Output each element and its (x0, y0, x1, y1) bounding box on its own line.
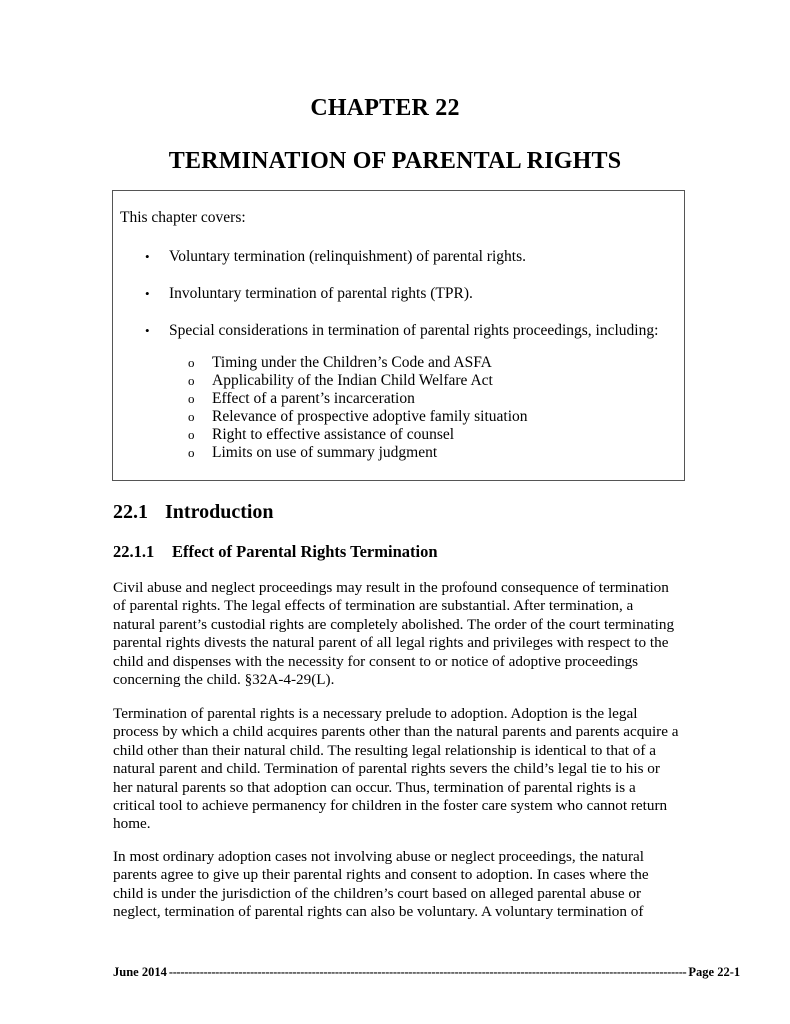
bullet-icon: • (145, 249, 150, 264)
paragraph-line: child other than their natural child. The resulting legal relationship is identical to that of a (113, 741, 656, 759)
footer-page-number: Page 22-1 (688, 965, 741, 979)
footer-leader: -------------------------------------------------------------------------------------------------------------------------------------- (168, 965, 687, 979)
sub-list-item (188, 408, 528, 426)
sub-list-item (188, 354, 528, 372)
sub-list-item (188, 426, 528, 444)
footer-date: June 2014 (113, 965, 167, 979)
paragraph-line: parents agree to give up their parental rights and consent to adoption. In cases where the (113, 866, 649, 884)
bullet-icon: • (145, 286, 150, 301)
sub-list-item (188, 444, 528, 462)
hollow-bullet-icon: o (188, 427, 195, 442)
subsection-number: 22.1.1 (113, 542, 155, 561)
page-footer (113, 964, 741, 980)
paragraph-line: child is under the jurisdiction of the children’s court based on alleged parental abuse or (113, 884, 642, 902)
section-heading (113, 500, 274, 524)
sub-list-item (188, 390, 528, 408)
paragraph-line: child and dispenses with the necessity for consent to or notice of adoptive proceedings (113, 652, 639, 670)
chapter-title: TERMINATION OF PARENTAL RIGHTS (168, 148, 622, 174)
chapter-number: CHAPTER 22 (310, 95, 460, 121)
subsection-title: Effect of Parental Rights Termination (172, 542, 438, 561)
hollow-bullet-icon: o (188, 445, 195, 460)
sub-list-item-text: Relevance of prospective adoptive family situation (212, 408, 528, 425)
summary-bullet (145, 321, 658, 341)
paragraph-line: home. (113, 815, 151, 833)
sub-list-item (188, 372, 528, 390)
paragraph-line: In most ordinary adoption cases not involving abuse or neglect proceedings, the natural (113, 848, 644, 865)
hollow-bullet-icon: o (188, 355, 195, 370)
hollow-bullet-icon: o (188, 391, 195, 406)
body-paragraph (113, 579, 683, 689)
paragraph-line: of parental rights. The legal effects of termination are substantial. After termination, a (113, 597, 634, 615)
section-number: 22.1 (113, 501, 148, 523)
summary-intro: This chapter covers: (120, 209, 246, 226)
section-title: Introduction (165, 501, 274, 523)
paragraph-line: critical tool to achieve permanency for children in the foster care system who cannot return (113, 796, 668, 814)
summary-bullet-text: Involuntary termination of parental rights (TPR). (169, 285, 473, 302)
paragraph-line: natural parent’s custodial rights are completely abolished. The order of the court terminating (113, 615, 675, 633)
sub-list-item-text: Effect of a parent’s incarceration (212, 390, 415, 407)
paragraph-line: Civil abuse and neglect proceedings may result in the profound consequence of termination (113, 579, 669, 596)
summary-sub-list (188, 354, 528, 462)
summary-bullet (145, 247, 526, 267)
body-paragraph (113, 705, 683, 834)
paragraph-line: concerning the child. §32A-4-29(L). (113, 670, 335, 688)
bullet-icon: • (145, 323, 150, 338)
hollow-bullet-icon: o (188, 373, 195, 388)
summary-bullet (145, 284, 473, 304)
sub-list-item-text: Timing under the Children’s Code and ASFA (212, 354, 492, 371)
sub-list-item-text: Applicability of the Indian Child Welfare Act (212, 372, 493, 389)
paragraph-line: Termination of parental rights is a necessary prelude to adoption. Adoption is the legal (113, 705, 638, 722)
sub-list-item-text: Limits on use of summary judgment (212, 444, 438, 461)
paragraph-line: her natural parents so that adoption can occur. Thus, termination of parental rights is a (113, 778, 636, 796)
sub-list-item-text: Right to effective assistance of counsel (212, 426, 455, 443)
subsection-heading (113, 542, 438, 562)
paragraph-line: neglect, termination of parental rights can also be voluntary. A voluntary termination of (113, 903, 644, 921)
paragraph-line: natural parent and child. Termination of parental rights severs the child’s legal tie to his or (113, 760, 660, 778)
summary-bullet-text: Special considerations in termination of parental rights proceedings, including: (169, 322, 659, 339)
paragraph-line: parental rights divests the natural parent of all legal rights and privileges with respect to the (113, 634, 669, 652)
hollow-bullet-icon: o (188, 409, 195, 424)
body-paragraph (113, 848, 683, 922)
summary-bullet-text: Voluntary termination (relinquishment) of parental rights. (169, 248, 526, 265)
paragraph-line: process by which a child acquires parents other than the natural parents and parents acquire a (113, 723, 679, 741)
